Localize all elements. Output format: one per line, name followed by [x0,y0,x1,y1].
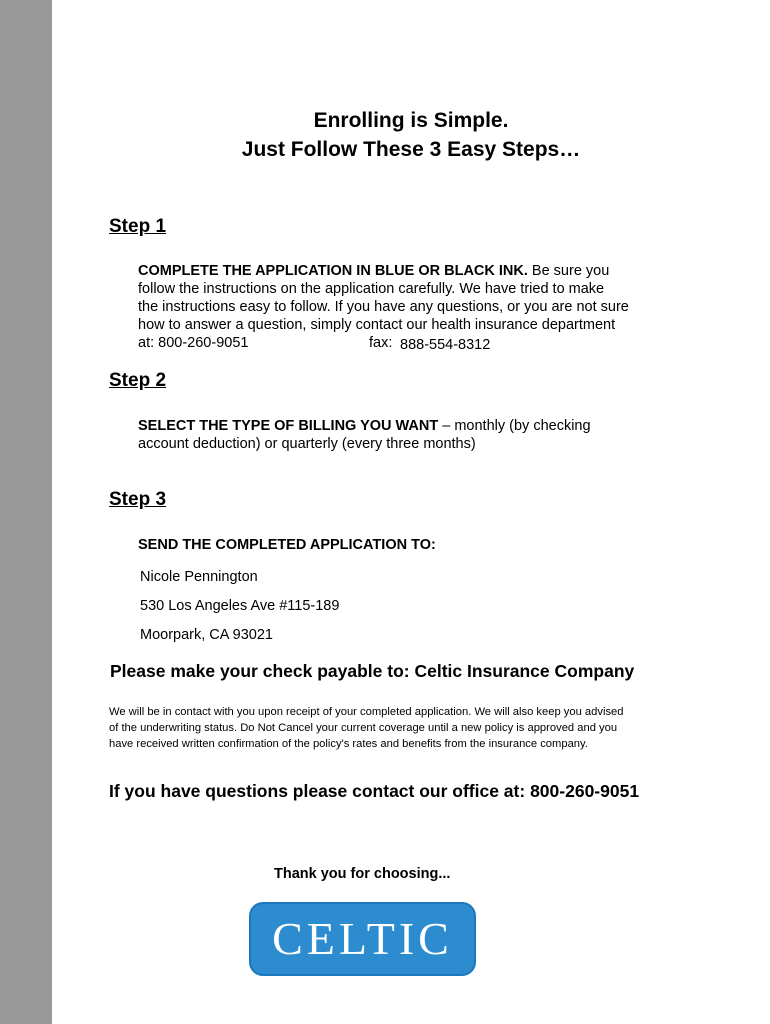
page-title-line-2: Just Follow These 3 Easy Steps… [241,138,581,161]
step-3-lead: SEND THE COMPLETED APPLICATION TO: [138,537,436,553]
notice-line-3: have received written confirmation of the policy's rates and benefits from the insurance company. [109,738,588,750]
step-1-heading: Step 1 [109,216,167,237]
contact-text: If you have questions please contact our office at: [109,781,526,801]
step-1-lead: COMPLETE THE APPLICATION IN BLUE OR BLACK INK. [138,263,528,279]
address-street: 530 Los Angeles Ave #115-189 [140,598,340,614]
page-title-line-1: Enrolling is Simple. [313,109,509,132]
address-city: Moorpark, CA 93021 [140,627,273,643]
contact-line [109,781,639,802]
notice-line-1: We will be in contact with you upon receipt of your completed application. We will also keep you advised [109,706,624,718]
payable-heading: Please make your check payable to: Celtic Insurance Company [110,661,635,681]
address-name: Nicole Pennington [140,569,258,585]
contact-phone: 800-260-9051 [530,781,640,801]
step-1-fax-number: 888-554-8312 [400,337,491,353]
side-bar [0,0,52,1024]
step-2-rest: – monthly (by checking [442,418,591,434]
step-2-lead: SELECT THE TYPE OF BILLING YOU WANT [138,418,439,434]
step-1-line-2: follow the instructions on the application carefully. We have tried to make [138,281,605,297]
step-2-heading: Step 2 [109,370,167,391]
step-1-fax-label: fax: [369,335,393,351]
celtic-logo [249,902,476,976]
celtic-logo-text: CELTIC [272,913,453,964]
step-1-first-line [138,262,609,280]
step-1-line-3: the instructions easy to follow. If you have any questions, or you are not sure [138,299,629,315]
step-2-first-line [138,417,591,435]
step-2-line-2: account deduction) or quarterly (every three months) [138,436,476,452]
step-1-rest: Be sure you [531,263,610,279]
thanks-text: Thank you for choosing... [274,866,451,882]
step-1-line-4: how to answer a question, simply contact our health insurance department [138,317,616,333]
step-3-heading: Step 3 [109,489,167,510]
notice-line-2: of the underwriting status. Do Not Cancel your current coverage until a new policy is approved and you [109,722,618,734]
step-1-phone: at: 800-260-9051 [138,335,249,351]
